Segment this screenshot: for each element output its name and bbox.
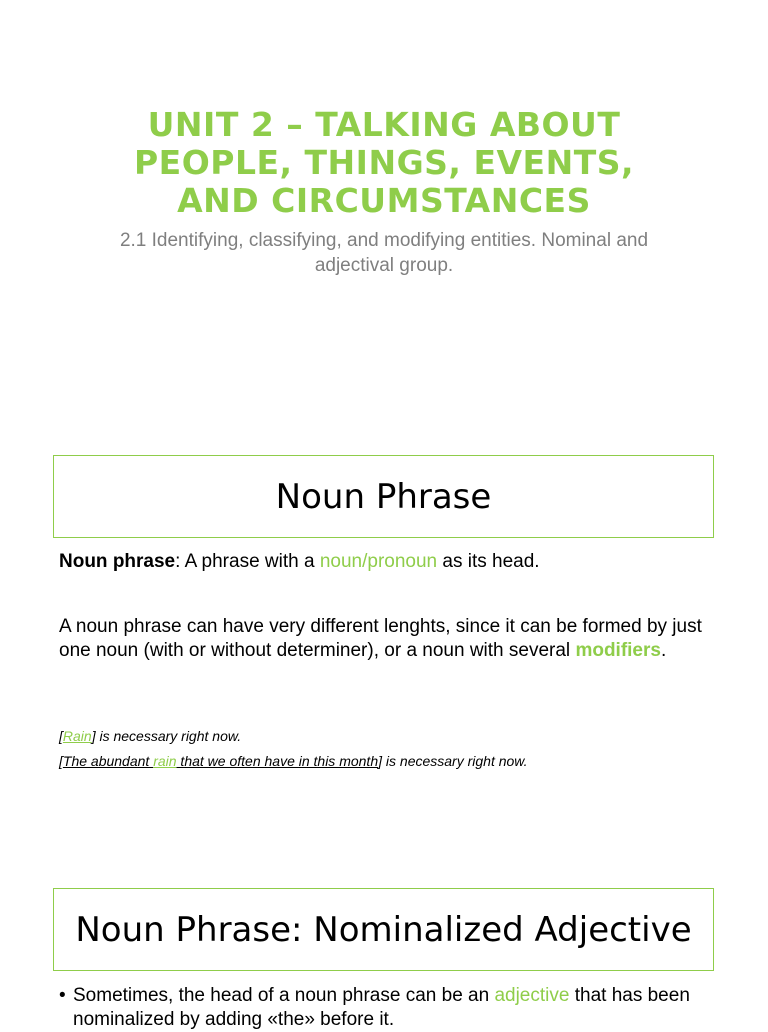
example-2-bracket: [	[59, 753, 63, 769]
bullet-pre: Sometimes, the head of a noun phrase can be an	[73, 985, 495, 1006]
bullet-dot: •	[59, 985, 66, 1006]
example-1-word: Rain	[62, 728, 92, 744]
main-title	[74, 106, 694, 220]
example-2-rest: ] is necessary right now.	[378, 753, 528, 769]
title-line-2: PEOPLE, THINGS, EVENTS,	[133, 143, 635, 182]
section-heading-nominalized-adjective: Noun Phrase: Nominalized Adjective	[53, 888, 714, 971]
bullet-item	[59, 984, 709, 1032]
example-2-pre: The abundant	[62, 753, 154, 769]
example-1-rest: ] is necessary right now.	[91, 728, 242, 744]
title-line-3: AND CIRCUMSTANCES	[177, 181, 591, 220]
bullet-highlight: adjective	[494, 985, 570, 1006]
definition-line	[59, 550, 709, 574]
paragraph-end: .	[660, 640, 667, 661]
example-2	[59, 752, 528, 770]
section-heading-noun-phrase: Noun Phrase	[53, 455, 714, 538]
paragraph-text: A noun phrase can have very different lenghts, since it can be formed by just one noun (with or without determiner), or a noun with several	[59, 616, 702, 661]
paragraph-highlight: modifiers	[575, 640, 661, 661]
definition-post: as its head.	[437, 551, 540, 572]
explanation-paragraph	[59, 615, 709, 663]
example-2-post: that we often have in this month	[176, 753, 379, 769]
definition-term: Noun phrase	[59, 551, 176, 572]
title-line-1: UNIT 2 – TALKING ABOUT	[147, 105, 621, 144]
example-1	[59, 727, 241, 745]
title-block	[0, 106, 768, 278]
definition-pre: : A phrase with a	[175, 551, 320, 572]
bullet-post: that has been nominalized by adding «the» before it.	[73, 985, 690, 1030]
subtitle: 2.1 Identifying, classifying, and modifying entities. Nominal and adjectival group.	[119, 230, 649, 276]
definition-highlight: noun/pronoun	[319, 551, 438, 572]
example-2-word: rain	[153, 753, 177, 769]
example-1-bracket: [	[59, 728, 63, 744]
